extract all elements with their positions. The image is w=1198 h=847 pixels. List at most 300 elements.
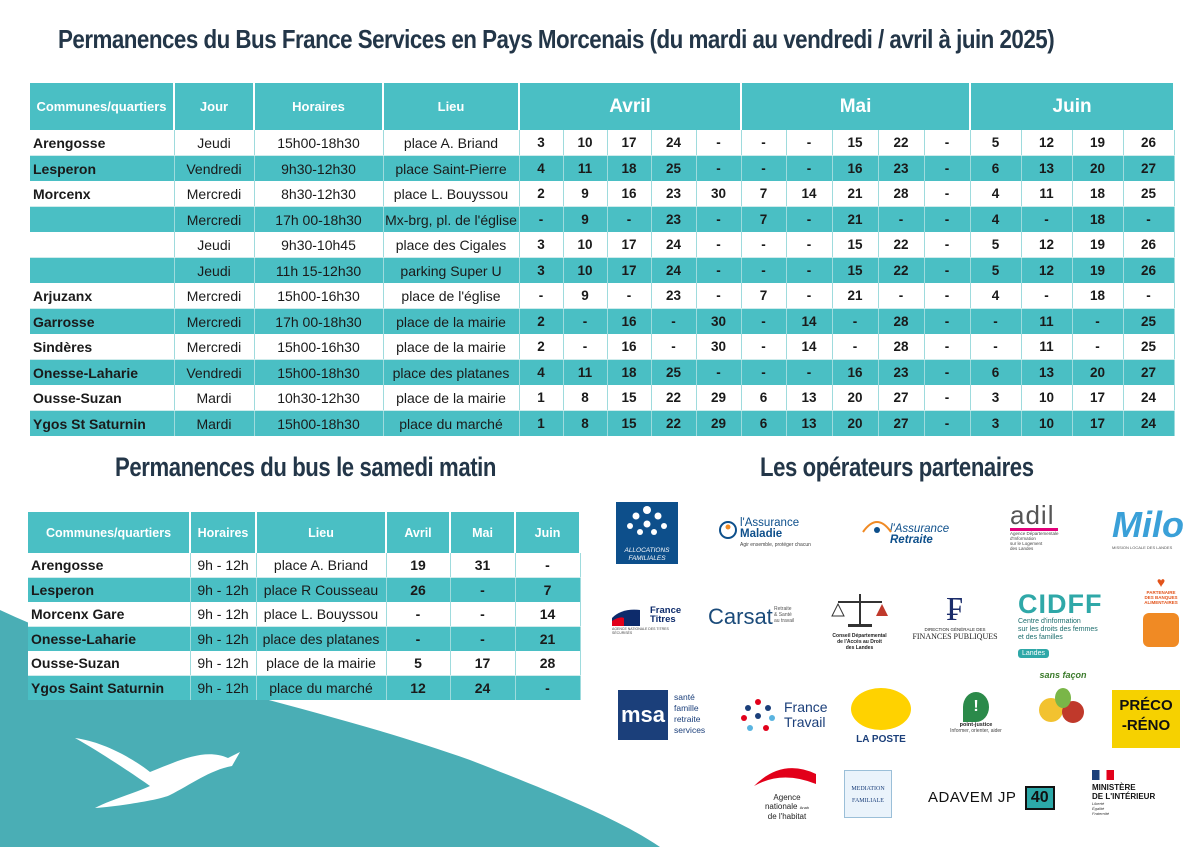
jour-cell: Vendredi bbox=[174, 156, 254, 182]
sat-juin-cell: - bbox=[515, 676, 580, 701]
anah-tag: Anah bbox=[799, 805, 810, 810]
sat-header-lieu: Lieu bbox=[256, 512, 386, 553]
sat-juin-cell: 21 bbox=[515, 627, 580, 652]
anah-logo bbox=[752, 764, 822, 821]
header-jour: Jour bbox=[174, 83, 254, 130]
date-cell: 18 bbox=[1072, 283, 1123, 309]
jour-cell: Mercredi bbox=[174, 334, 254, 360]
date-cell: - bbox=[924, 334, 970, 360]
sat-commune-cell: Lesperon bbox=[28, 578, 190, 603]
table-row bbox=[30, 411, 1174, 437]
date-cell: - bbox=[696, 283, 741, 309]
header-horaires: Horaires bbox=[254, 83, 383, 130]
date-cell: 17 bbox=[1072, 385, 1123, 411]
assurance-retraite-name2: Retraite bbox=[890, 534, 933, 546]
date-cell: - bbox=[1123, 283, 1174, 309]
commune-cell: Lesperon bbox=[30, 156, 174, 182]
france-titres-icon bbox=[612, 608, 642, 626]
date-cell: 13 bbox=[786, 385, 832, 411]
jour-cell: Jeudi bbox=[174, 130, 254, 156]
date-cell: 3 bbox=[519, 130, 563, 156]
sat-header-juin: Juin bbox=[515, 512, 580, 553]
date-cell: 26 bbox=[1123, 232, 1174, 258]
marianne-flag-icon bbox=[1092, 770, 1114, 780]
date-cell: - bbox=[878, 283, 924, 309]
date-cell: - bbox=[1021, 283, 1072, 309]
lieu-cell: place de la mairie bbox=[383, 309, 519, 335]
jour-cell: Mercredi bbox=[174, 207, 254, 233]
date-cell: 12 bbox=[1021, 232, 1072, 258]
cidff-line3: et des familles bbox=[1018, 634, 1063, 641]
date-cell: 12 bbox=[1021, 258, 1072, 284]
jour-cell: Vendredi bbox=[174, 360, 254, 386]
horaires-cell: 9h30-12h30 bbox=[254, 156, 383, 182]
date-cell: - bbox=[832, 334, 878, 360]
date-cell: 4 bbox=[970, 207, 1021, 233]
table-row bbox=[30, 385, 1174, 411]
anah-l1: Agence bbox=[773, 793, 801, 802]
date-cell: 10 bbox=[563, 258, 607, 284]
date-cell: 15 bbox=[832, 130, 878, 156]
lieu-cell: place des platanes bbox=[383, 360, 519, 386]
date-cell: 16 bbox=[607, 309, 651, 335]
date-cell: 24 bbox=[651, 232, 696, 258]
horaires-cell: 15h00-18h30 bbox=[254, 360, 383, 386]
lieu-cell: parking Super U bbox=[383, 258, 519, 284]
date-cell: 21 bbox=[832, 181, 878, 207]
adil-line1: Agence Départementale bbox=[1010, 531, 1059, 536]
cidff-name: CIDFF bbox=[1018, 589, 1103, 619]
caf-people-icon bbox=[616, 502, 678, 542]
date-cell: - bbox=[924, 309, 970, 335]
bowl-icon bbox=[1143, 613, 1179, 647]
adavem-num: 40 bbox=[1025, 786, 1055, 810]
date-cell: 28 bbox=[878, 181, 924, 207]
date-cell: 7 bbox=[741, 181, 786, 207]
date-cell: 17 bbox=[607, 130, 651, 156]
lieu-cell: place A. Briand bbox=[383, 130, 519, 156]
date-cell: - bbox=[607, 283, 651, 309]
date-cell: - bbox=[1072, 309, 1123, 335]
carsat-side3: au travail bbox=[774, 618, 795, 624]
date-cell: 27 bbox=[1123, 360, 1174, 386]
date-cell: 16 bbox=[832, 156, 878, 182]
date-cell: 18 bbox=[607, 156, 651, 182]
date-cell: - bbox=[924, 130, 970, 156]
assurance-retraite-logo bbox=[860, 514, 970, 546]
date-cell: - bbox=[607, 207, 651, 233]
date-cell: 13 bbox=[786, 411, 832, 437]
date-cell: 25 bbox=[651, 360, 696, 386]
sat-horaires-cell: 9h - 12h bbox=[190, 627, 256, 652]
preco-reno-l1: PRÉCO bbox=[1119, 697, 1173, 714]
date-cell: - bbox=[924, 258, 970, 284]
sat-horaires-cell: 9h - 12h bbox=[190, 553, 256, 578]
cidff-line2: sur les droits des femmes bbox=[1018, 626, 1098, 633]
date-cell: - bbox=[970, 309, 1021, 335]
date-cell: 20 bbox=[832, 385, 878, 411]
date-cell: 25 bbox=[651, 156, 696, 182]
commune-cell: Onesse-Laharie bbox=[30, 360, 174, 386]
dgfip-logo bbox=[905, 593, 1005, 641]
date-cell: 21 bbox=[832, 283, 878, 309]
date-cell: 9 bbox=[563, 181, 607, 207]
date-cell: - bbox=[924, 156, 970, 182]
sat-lieu-cell: place des platanes bbox=[256, 627, 386, 652]
dgfip-line1: DIRECTION GÉNÉRALE DES bbox=[924, 627, 986, 632]
horaires-cell: 8h30-12h30 bbox=[254, 181, 383, 207]
assurance-maladie-name2: Maladie bbox=[740, 528, 783, 540]
mediation-familiale-logo bbox=[844, 770, 892, 818]
date-cell: 13 bbox=[1021, 360, 1072, 386]
milo-name: Milo bbox=[1112, 504, 1184, 545]
assurance-maladie-tagline: Agir ensemble, protéger chacun bbox=[740, 542, 811, 548]
la-poste-logo bbox=[848, 688, 914, 745]
table-row bbox=[30, 156, 1174, 182]
point-justice-icon: ! bbox=[963, 692, 989, 722]
carsat-side1: Retraite bbox=[774, 606, 792, 612]
france-titres-name: France bbox=[650, 605, 682, 616]
retraite-arc-icon bbox=[860, 514, 894, 544]
cidff-line1: Centre d'information bbox=[1018, 618, 1081, 625]
date-cell: 14 bbox=[786, 309, 832, 335]
date-cell: 11 bbox=[563, 360, 607, 386]
sat-commune-cell: Onesse-Laharie bbox=[28, 627, 190, 652]
date-cell: 10 bbox=[563, 232, 607, 258]
jour-cell: Mercredi bbox=[174, 181, 254, 207]
date-cell: 30 bbox=[696, 181, 741, 207]
date-cell: - bbox=[741, 258, 786, 284]
date-cell: 21 bbox=[832, 207, 878, 233]
date-cell: - bbox=[741, 360, 786, 386]
date-cell: - bbox=[563, 334, 607, 360]
table-row bbox=[30, 181, 1174, 207]
date-cell: - bbox=[741, 334, 786, 360]
commune-cell: Ygos St Saturnin bbox=[30, 411, 174, 437]
date-cell: 27 bbox=[878, 411, 924, 437]
assurance-retraite-name: l'Assurance bbox=[890, 523, 950, 535]
date-cell: 8 bbox=[563, 411, 607, 437]
date-cell: 5 bbox=[970, 258, 1021, 284]
table-row bbox=[30, 334, 1174, 360]
caf-line1: ALLOCATIONS bbox=[624, 547, 670, 554]
sat-commune-cell: Morcenx Gare bbox=[28, 602, 190, 627]
date-cell: - bbox=[1021, 207, 1072, 233]
date-cell: 24 bbox=[651, 130, 696, 156]
table-row bbox=[30, 207, 1174, 233]
lieu-cell: place L. Bouyssou bbox=[383, 181, 519, 207]
jour-cell: Jeudi bbox=[174, 232, 254, 258]
date-cell: 2 bbox=[519, 181, 563, 207]
milo-sub: MISSION LOCALE DES LANDES bbox=[1112, 545, 1173, 550]
msa-l4: services bbox=[674, 725, 706, 735]
mediation-l1: MEDIATION bbox=[851, 786, 885, 792]
lieu-cell: place de l'église bbox=[383, 283, 519, 309]
date-cell: 28 bbox=[878, 334, 924, 360]
date-cell: 23 bbox=[878, 360, 924, 386]
anah-l2: nationale bbox=[764, 802, 798, 811]
table-row bbox=[30, 130, 1174, 156]
date-cell: - bbox=[741, 156, 786, 182]
commune-cell: Garrosse bbox=[30, 309, 174, 335]
date-cell: 6 bbox=[970, 156, 1021, 182]
table-row bbox=[28, 676, 580, 701]
commune-cell: Sindères bbox=[30, 334, 174, 360]
date-cell: 13 bbox=[1021, 156, 1072, 182]
sat-juin-cell: 7 bbox=[515, 578, 580, 603]
header-lieu: Lieu bbox=[383, 83, 519, 130]
date-cell: - bbox=[786, 207, 832, 233]
sat-avril-cell: - bbox=[386, 602, 450, 627]
anah-l3: de l'habitat bbox=[767, 812, 807, 821]
date-cell: - bbox=[741, 309, 786, 335]
sat-avril-cell: 19 bbox=[386, 553, 450, 578]
date-cell: 10 bbox=[1021, 385, 1072, 411]
horaires-cell: 15h00-16h30 bbox=[254, 283, 383, 309]
sat-commune-cell: Ousse-Suzan bbox=[28, 651, 190, 676]
ministere-m2: Égalité bbox=[1092, 806, 1105, 811]
sat-header-horaires: Horaires bbox=[190, 512, 256, 553]
header-commune: Communes/quartiers bbox=[30, 83, 174, 130]
adavem-logo bbox=[928, 786, 1068, 810]
date-cell: - bbox=[832, 309, 878, 335]
sat-commune-cell: Ygos Saint Saturnin bbox=[28, 676, 190, 701]
date-cell: 23 bbox=[651, 181, 696, 207]
horaires-cell: 9h30-10h45 bbox=[254, 232, 383, 258]
date-cell: 6 bbox=[970, 360, 1021, 386]
date-cell: 22 bbox=[878, 130, 924, 156]
date-cell: 4 bbox=[970, 181, 1021, 207]
sat-header-mai: Mai bbox=[450, 512, 515, 553]
carsat-logo bbox=[708, 604, 803, 630]
jour-cell: Mardi bbox=[174, 411, 254, 437]
date-cell: - bbox=[696, 360, 741, 386]
horaires-cell: 15h00-16h30 bbox=[254, 334, 383, 360]
date-cell: 18 bbox=[1072, 207, 1123, 233]
date-cell: 15 bbox=[832, 232, 878, 258]
ministere-l1: MINISTÈRE bbox=[1092, 783, 1136, 792]
sat-lieu-cell: place A. Briand bbox=[256, 553, 386, 578]
banques-line1: PARTENAIRE bbox=[1146, 590, 1176, 595]
sat-avril-cell: - bbox=[386, 627, 450, 652]
conseil-line3: des Landes bbox=[845, 645, 874, 651]
table-row bbox=[30, 309, 1174, 335]
person-icon bbox=[718, 520, 738, 540]
ministere-m3: Fraternité bbox=[1092, 811, 1110, 816]
lieu-cell: place des Cigales bbox=[383, 232, 519, 258]
jour-cell: Mercredi bbox=[174, 309, 254, 335]
sat-horaires-cell: 9h - 12h bbox=[190, 602, 256, 627]
cidff-logo bbox=[1018, 590, 1136, 660]
assurance-maladie-name: l'Assurance bbox=[740, 517, 800, 529]
banques-line3: ALIMENTAIRES bbox=[1144, 600, 1178, 605]
dgfip-monogram-icon: ₣ bbox=[946, 591, 964, 628]
sat-juin-cell: - bbox=[515, 553, 580, 578]
preco-reno-l2: -RÉNO bbox=[1121, 717, 1171, 734]
date-cell: 24 bbox=[1123, 411, 1174, 437]
date-cell: 15 bbox=[607, 385, 651, 411]
date-cell: 14 bbox=[786, 181, 832, 207]
date-cell: 18 bbox=[1072, 181, 1123, 207]
sat-horaires-cell: 9h - 12h bbox=[190, 651, 256, 676]
sat-commune-cell: Arengosse bbox=[28, 553, 190, 578]
date-cell: - bbox=[786, 360, 832, 386]
table-row bbox=[28, 578, 580, 603]
france-titres-logo bbox=[612, 606, 684, 635]
horaires-cell: 15h00-18h30 bbox=[254, 411, 383, 437]
date-cell: - bbox=[519, 207, 563, 233]
sat-juin-cell: 14 bbox=[515, 602, 580, 627]
date-cell: - bbox=[970, 334, 1021, 360]
date-cell: 15 bbox=[607, 411, 651, 437]
date-cell: - bbox=[696, 207, 741, 233]
horaires-cell: 15h00-18h30 bbox=[254, 130, 383, 156]
sat-avril-cell: 26 bbox=[386, 578, 450, 603]
balance-scale-icon bbox=[830, 592, 890, 628]
date-cell: - bbox=[696, 130, 741, 156]
date-cell: 11 bbox=[1021, 181, 1072, 207]
france-travail-logo bbox=[738, 696, 838, 730]
horaires-cell: 17h 00-18h30 bbox=[254, 309, 383, 335]
date-cell: 24 bbox=[651, 258, 696, 284]
sans-facon-name: sans façon bbox=[1039, 670, 1087, 680]
caf-line2: FAMILIALES bbox=[628, 555, 666, 562]
table-row bbox=[28, 602, 580, 627]
ministere-interieur-logo bbox=[1092, 770, 1172, 816]
date-cell: - bbox=[696, 258, 741, 284]
date-cell: 25 bbox=[1123, 334, 1174, 360]
assurance-maladie-logo bbox=[718, 518, 828, 551]
page-title: Permanences du Bus France Services en Pays Morcenais (du mardi au vendredi / avril à juin 2025) bbox=[58, 24, 1055, 54]
adil-line2: d'Information bbox=[1010, 536, 1036, 541]
sat-horaires-cell: 9h - 12h bbox=[190, 578, 256, 603]
horaires-cell: 10h30-12h30 bbox=[254, 385, 383, 411]
date-cell: 6 bbox=[741, 411, 786, 437]
date-cell: 3 bbox=[519, 258, 563, 284]
lieu-cell: place de la mairie bbox=[383, 334, 519, 360]
date-cell: 5 bbox=[970, 232, 1021, 258]
header-month-avril: Avril bbox=[519, 83, 741, 130]
commune-cell: Arengosse bbox=[30, 130, 174, 156]
date-cell: 6 bbox=[741, 385, 786, 411]
point-justice-logo bbox=[946, 692, 1006, 734]
date-cell: 22 bbox=[651, 411, 696, 437]
date-cell: - bbox=[786, 258, 832, 284]
sat-juin-cell: 28 bbox=[515, 651, 580, 676]
point-justice-name: point-justice bbox=[959, 722, 993, 728]
date-cell: 4 bbox=[519, 156, 563, 182]
date-cell: 4 bbox=[519, 360, 563, 386]
caf-logo bbox=[616, 502, 678, 564]
carsat-name: Carsat bbox=[708, 604, 773, 629]
date-cell: - bbox=[1123, 207, 1174, 233]
date-cell: - bbox=[786, 156, 832, 182]
msa-l2: famille bbox=[674, 703, 699, 713]
sat-avril-cell: 12 bbox=[386, 676, 450, 701]
adil-name: adil bbox=[1010, 500, 1055, 530]
date-cell: - bbox=[786, 283, 832, 309]
date-cell: 2 bbox=[519, 334, 563, 360]
date-cell: 22 bbox=[878, 232, 924, 258]
sat-mai-cell: 17 bbox=[450, 651, 515, 676]
date-cell: 7 bbox=[741, 207, 786, 233]
sat-horaires-cell: 9h - 12h bbox=[190, 676, 256, 701]
milo-logo bbox=[1112, 505, 1182, 550]
cidff-badge: Landes bbox=[1018, 649, 1049, 658]
partners-title: Les opérateurs partenaires bbox=[760, 452, 1034, 482]
lieu-cell: place de la mairie bbox=[383, 385, 519, 411]
date-cell: 11 bbox=[1021, 309, 1072, 335]
date-cell: 30 bbox=[696, 309, 741, 335]
date-cell: 12 bbox=[1021, 130, 1072, 156]
conseil-acces-droit-logo bbox=[822, 592, 897, 651]
main-schedule-table bbox=[30, 83, 1175, 436]
dgfip-line2: FINANCES PUBLIQUES bbox=[912, 632, 998, 641]
date-cell: 25 bbox=[1123, 309, 1174, 335]
france-travail-name: France bbox=[784, 699, 828, 715]
sans-facon-logo bbox=[1028, 670, 1098, 735]
ministere-l2: DE L'INTÉRIEUR bbox=[1092, 792, 1156, 801]
date-cell: 7 bbox=[741, 283, 786, 309]
commune-cell: Ousse-Suzan bbox=[30, 385, 174, 411]
lieu-cell: place du marché bbox=[383, 411, 519, 437]
date-cell: 1 bbox=[519, 385, 563, 411]
sat-mai-cell: - bbox=[450, 627, 515, 652]
adil-logo bbox=[1010, 502, 1090, 551]
preco-reno-logo bbox=[1112, 690, 1180, 748]
date-cell: 24 bbox=[1123, 385, 1174, 411]
date-cell: 15 bbox=[832, 258, 878, 284]
date-cell: 16 bbox=[832, 360, 878, 386]
date-cell: - bbox=[1072, 334, 1123, 360]
date-cell: 14 bbox=[786, 334, 832, 360]
date-cell: 29 bbox=[696, 411, 741, 437]
date-cell: 20 bbox=[1072, 156, 1123, 182]
date-cell: 20 bbox=[832, 411, 878, 437]
date-cell: - bbox=[696, 232, 741, 258]
date-cell: - bbox=[786, 130, 832, 156]
date-cell: 9 bbox=[563, 283, 607, 309]
date-cell: 10 bbox=[1021, 411, 1072, 437]
france-titres-name2: Titres bbox=[650, 614, 676, 625]
date-cell: - bbox=[741, 232, 786, 258]
point-justice-sub: Informer, orienter, aider bbox=[950, 728, 1002, 734]
date-cell: 11 bbox=[1021, 334, 1072, 360]
date-cell: - bbox=[924, 385, 970, 411]
jour-cell: Mercredi bbox=[174, 283, 254, 309]
date-cell: - bbox=[786, 232, 832, 258]
commune-cell bbox=[30, 207, 174, 233]
sat-mai-cell: 31 bbox=[450, 553, 515, 578]
date-cell: 25 bbox=[1123, 181, 1174, 207]
date-cell: 19 bbox=[1072, 130, 1123, 156]
sat-lieu-cell: place de la mairie bbox=[256, 651, 386, 676]
commune-cell bbox=[30, 258, 174, 284]
table-row bbox=[28, 651, 580, 676]
banques-alimentaires-logo bbox=[1138, 574, 1184, 647]
anah-roof-icon bbox=[752, 764, 818, 788]
saturday-table bbox=[28, 512, 581, 700]
date-cell: - bbox=[741, 130, 786, 156]
date-cell: 29 bbox=[696, 385, 741, 411]
header-month-mai: Mai bbox=[741, 83, 970, 130]
date-cell: 10 bbox=[563, 130, 607, 156]
table-row bbox=[28, 627, 580, 652]
jour-cell: Jeudi bbox=[174, 258, 254, 284]
date-cell: 4 bbox=[970, 283, 1021, 309]
date-cell: 28 bbox=[878, 309, 924, 335]
banques-line2: DES BANQUES bbox=[1144, 595, 1178, 600]
